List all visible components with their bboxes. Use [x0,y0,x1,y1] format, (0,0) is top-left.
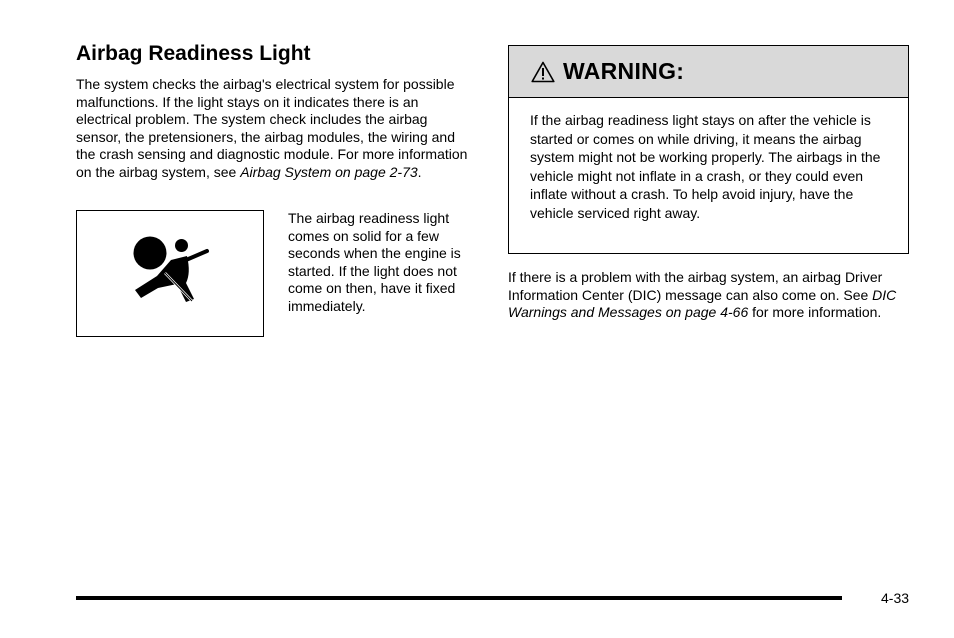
warning-title: WARNING: [563,58,685,84]
intro-text: The system checks the airbag's electrical system for possible malfunctions. If the light stays on it indicates there is an electrical problem. The system check includes the airbag sensor, the pretensioners, the airbag modules, the wiring and the crash sensing and diagnostic module. For more information on the airbag system, see [76,76,468,180]
dic-text-before: If there is a problem with the airbag system, an airbag Driver Information Center (DIC) message can also come on. See [508,269,883,303]
intro-end: . [417,163,422,180]
warning-header [509,46,908,98]
page-number: 4-33 [881,590,910,606]
figure-row [76,210,476,340]
airbag-system-reference-link[interactable]: Airbag System on page 2-73 [240,163,418,180]
dic-warnings-reference-link[interactable]: DIC Warnings and Messages on page 4-66 [508,286,897,321]
left-column [76,40,476,182]
warning-text: If the airbag readiness light stays on after the vehicle is started or comes on while driving, it means the airbag system might not be working properly. The airbags in the vehicle might not inflate in a crash, or they could even inflate without a crash. To help avoid injury, have the vehicle serviced right away. [530,112,881,221]
dic-text-after: for more information. [748,304,882,321]
dic-paragraph [508,269,908,322]
warning-triangle-icon [531,61,555,83]
warning-box [508,45,909,254]
footer-rule [76,596,842,600]
airbag-readiness-icon-frame [76,210,264,337]
section-title: Airbag Readiness Light [76,42,311,65]
airbag-readiness-icon [127,233,217,315]
figure-caption: The airbag readiness light comes on solid for a few seconds when the engine is started. If the light does not come on then, have it fixed immediately. [288,210,461,314]
intro-paragraph [76,76,476,182]
